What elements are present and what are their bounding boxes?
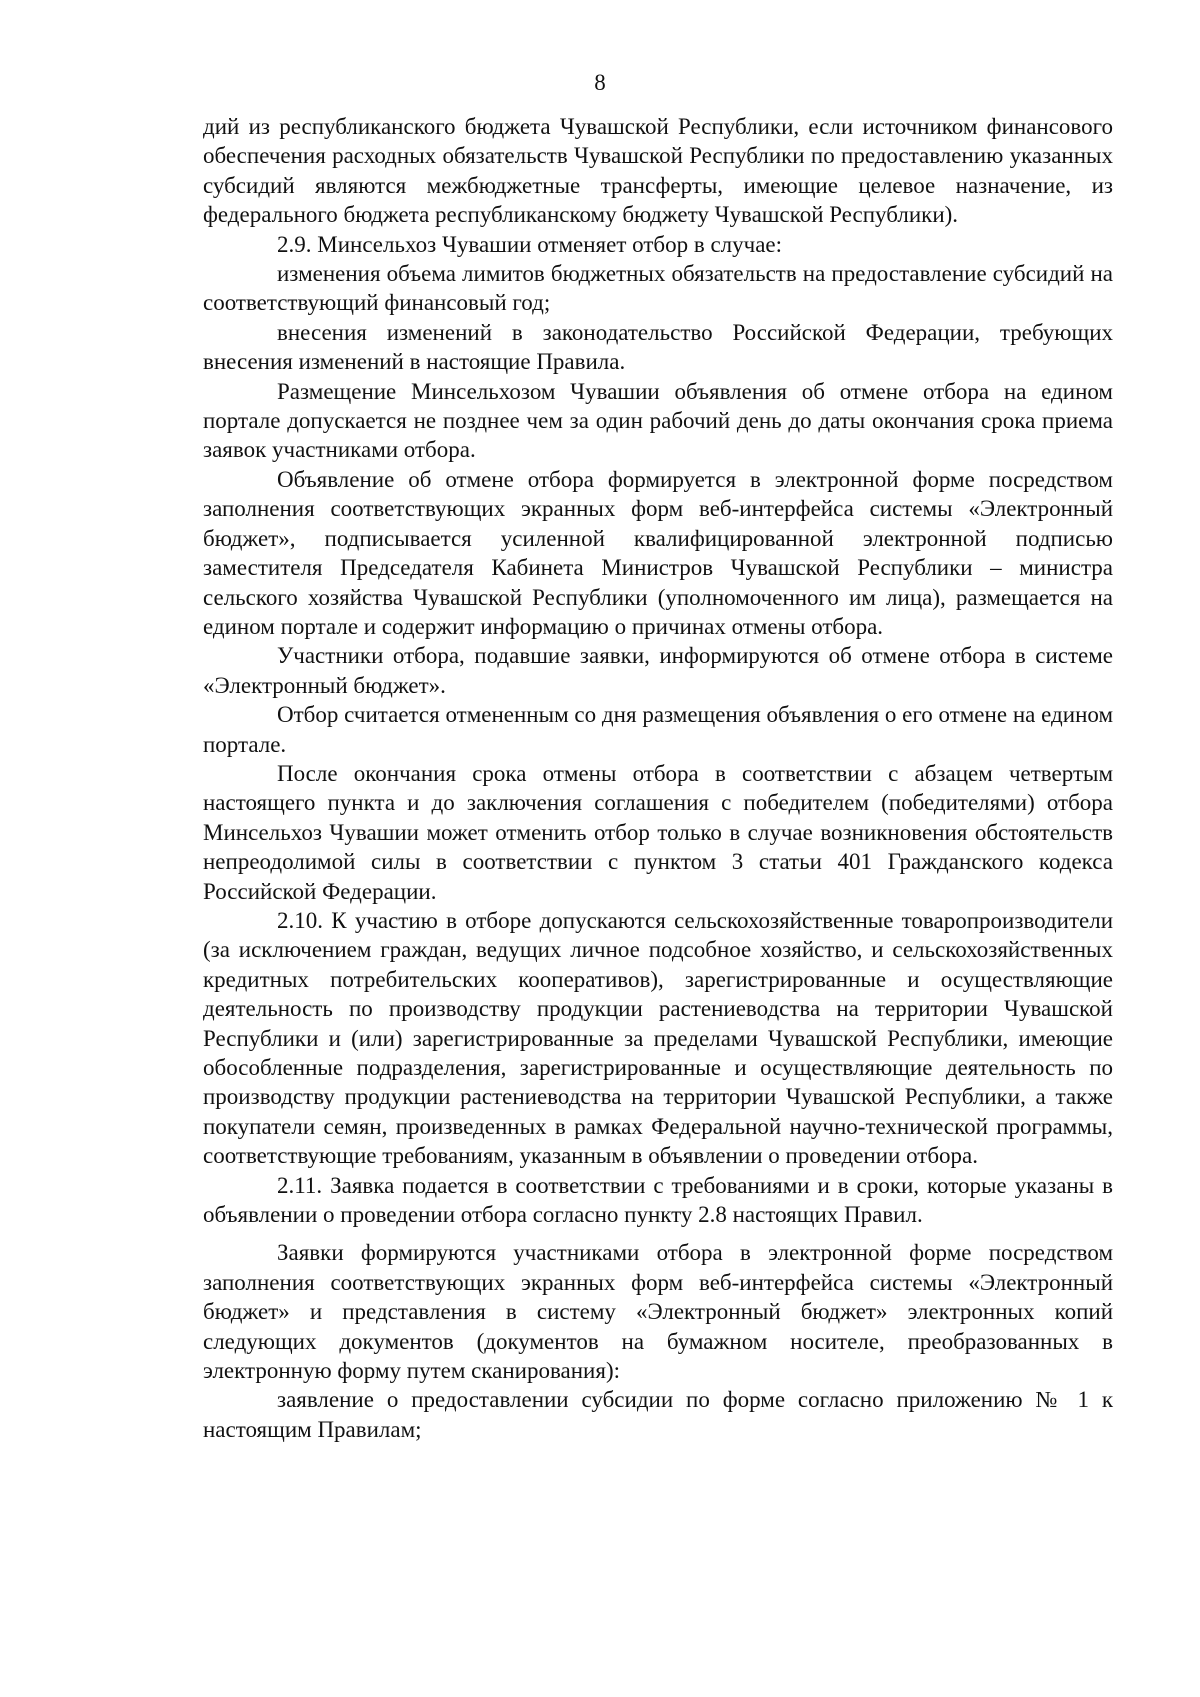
paragraph-continuation: дий из республиканского бюджета Чувашской Республики, если источником финансового обеспечения расходных обязательств Чувашской Республики по предоставлению указанных субсидий являются межбюджетные трансферты, имеющие целевое назначение, из федерального бюджета республиканскому бюджету Чувашской Республики). bbox=[203, 114, 1113, 228]
paragraph-limits-change: изменения объема лимитов бюджетных обязательств на предоставление субсидий на соответствующий финансовый год; bbox=[203, 261, 1113, 316]
paragraph-law-change: внесения изменений в законодательство Российской Федерации, требующих внесения изменений в настоящие Правила. bbox=[203, 319, 1113, 375]
page-number: 8 bbox=[594, 70, 606, 95]
paragraph-subsidy-application: заявление о предоставлении субсидии по форме согласно приложению № 1 к настоящим Правилам; bbox=[203, 1387, 1113, 1442]
paragraph-cancel-effective: Отбор считается отмененным со дня размещения объявления о его отмене на едином портале. bbox=[203, 702, 1113, 757]
document-body bbox=[203, 112, 1113, 1444]
paragraph-force-majeure: После окончания срока отмены отбора в соответствии с абзацем четвертым настоящего пункта и до заключения соглашения с победителем (победителями) отбора Минсельхоз Чувашии может отменить отбор только в случае возникновения обстоятельств непреодолимой силы в соответствии с пунктом 3 статьи 401 Гражданского кодекса Российской Федерации. bbox=[203, 760, 1113, 904]
paragraph-cancel-posting: Размещение Минсельхозом Чувашии объявления об отмене отбора на едином портале допускается не позднее чем за один рабочий день до даты окончания срока приема заявок участниками отбора. bbox=[203, 378, 1113, 463]
paragraph-2-9: 2.9. Минсельхоз Чувашии отменяет отбор в случае: bbox=[277, 231, 783, 257]
paragraph-applications: Заявки формируются участниками отбора в электронной форме посредством заполнения соответствующих экранных форм веб-интерфейса системы «Электронный бюджет» и представления в систему «Электронный бюджет» электронных копий следующих документов (документов на бумажном носителе, преобразованных в электронную форму путем сканирования): bbox=[203, 1240, 1113, 1384]
paragraph-2-11: 2.11. Заявка подается в соответствии с требованиями и в сроки, которые указаны в объявлении о проведении отбора согласно пункту 2.8 настоящих Правил. bbox=[203, 1172, 1113, 1228]
paragraph-cancel-announcement: Объявление об отмене отбора формируется в электронной форме посредством заполнения соответствующих экранных форм веб-интерфейса системы «Электронный бюджет», подписывается усиленной квалифицированной электронной подписью заместителя Председателя Кабинета Министров Чувашской Республики – министра сельского хозяйства Чувашской Республики (уполномоченного им лица), размещается на едином портале и содержит информацию о причинах отмены отбора. bbox=[203, 466, 1113, 639]
paragraph-2-10: 2.10. К участию в отборе допускаются сельскохозяйственные товаропроизводители (за исключением граждан, ведущих личное подсобное хозяйство, и сельскохозяйственных кредитных потребительских кооперативов), зарегистрированные и осуществляющие деятельность по производству продукции растениеводства на территории Чувашской Республики и (или) зарегистрированные за пределами Чувашской Республики, имеющие обособленные подразделения, зарегистрированные и осуществляющие деятельность по производству продукции растениеводства на территории Чувашской Республики, а также покупатели семян, произведенных в рамках Федеральной научно-технической программы, соответствующие требованиям, указанным в объявлении о проведении отбора. bbox=[203, 907, 1113, 1169]
paragraph-participants-informed: Участники отбора, подавшие заявки, информируются об отмене отбора в системе «Электронный бюджет». bbox=[203, 643, 1113, 698]
